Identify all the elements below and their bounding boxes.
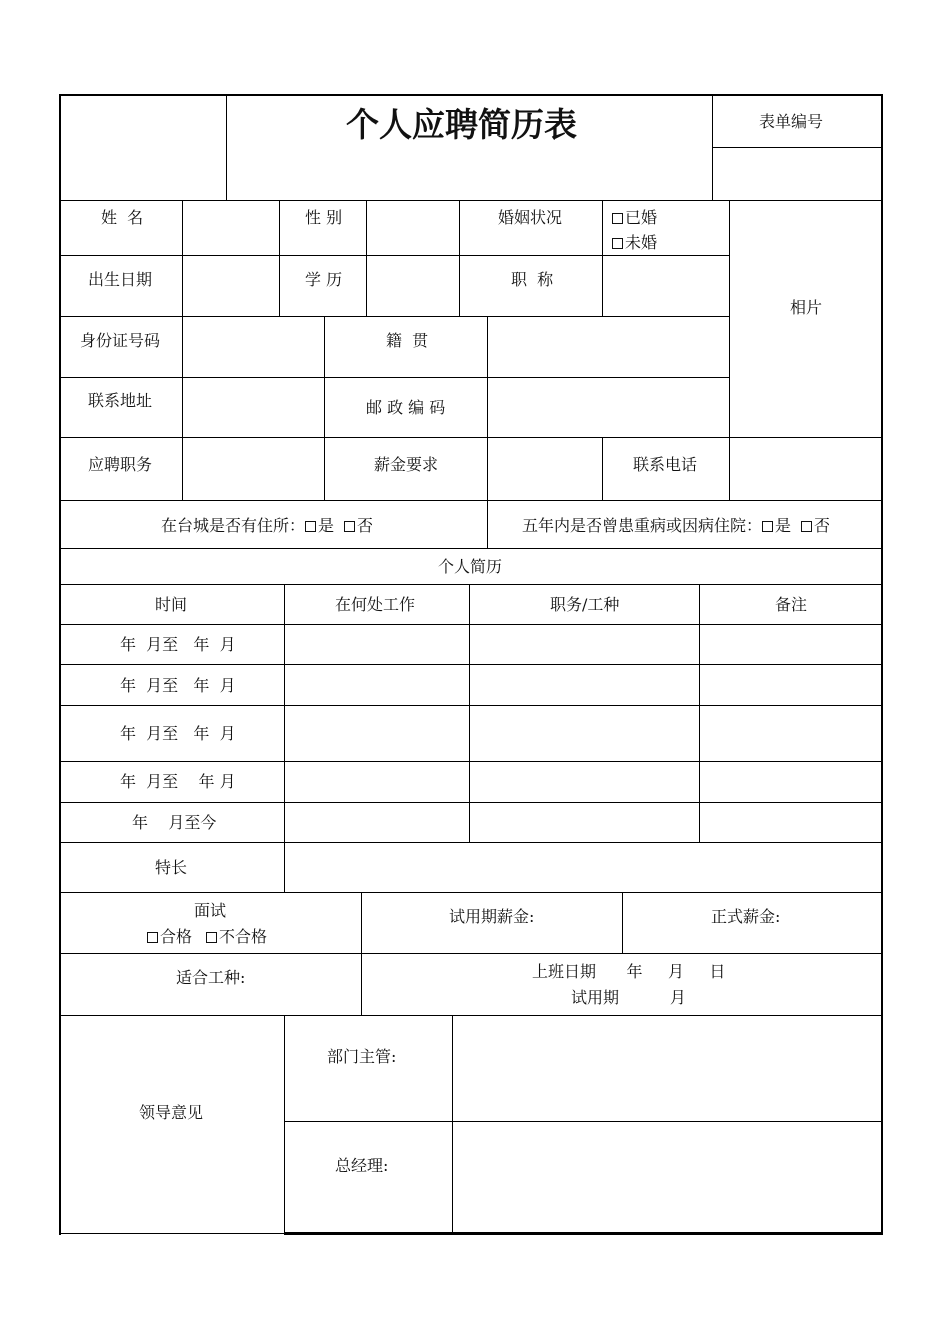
rule (361, 892, 362, 1015)
married-label: 已婚 (625, 208, 658, 227)
leader-opinion-label: 领导意见 (139, 1103, 204, 1122)
rule (59, 94, 883, 96)
rule (59, 548, 883, 549)
rule (622, 892, 623, 953)
native-place-label: 籍 贯 (386, 331, 429, 350)
rule (59, 761, 883, 762)
rule (284, 1015, 285, 1235)
rule (59, 892, 883, 893)
rule (59, 377, 730, 378)
resume-row-period: 年 月至 年 月 (120, 772, 236, 791)
residence-question-label: 在台城是否有住所： (161, 516, 306, 535)
birth-date-label: 出生日期 (88, 270, 153, 289)
rule (284, 1232, 883, 1235)
rule (452, 1015, 453, 1235)
rule (59, 255, 730, 256)
checkbox-icon[interactable] (612, 213, 623, 224)
photo-label: 相片 (790, 298, 823, 317)
married-option[interactable] (612, 208, 657, 228)
checkbox-icon[interactable] (305, 521, 316, 532)
hospital-question (522, 516, 830, 536)
marital-status-label: 婚姻状况 (498, 208, 563, 227)
rule (699, 584, 700, 842)
resume-row-period: 年 月至 年 月 (120, 724, 236, 743)
specialty-label: 特长 (155, 858, 188, 877)
rule (284, 1121, 883, 1122)
rule (602, 200, 603, 316)
no-label: 否 (357, 516, 374, 535)
job-title-label: 职 称 (511, 270, 554, 289)
column-header-time: 时间 (155, 595, 188, 614)
rule (366, 200, 367, 316)
postcode-label: 邮 政 编 码 (366, 398, 446, 417)
column-header-role: 职务/工种 (550, 595, 620, 614)
resume-section-title: 个人简历 (438, 557, 503, 576)
hospital-question-label: 五年内是否曾患重病或因病住院： (522, 516, 763, 535)
column-header-notes: 备注 (775, 595, 808, 614)
rule (729, 200, 730, 500)
rule (182, 200, 183, 500)
no-label: 否 (814, 516, 831, 535)
gender-label: 性 别 (305, 208, 343, 227)
rule (59, 1015, 883, 1016)
rule (279, 200, 280, 316)
rule (59, 705, 883, 706)
address-label: 联系地址 (88, 391, 153, 410)
form-number-label: 表单编号 (759, 112, 824, 131)
rule (459, 200, 460, 316)
checkbox-icon[interactable] (344, 521, 355, 532)
pass-label: 合格 (160, 927, 193, 946)
dept-head-label: 部门主管: (327, 1047, 397, 1066)
rule (59, 316, 730, 317)
resume-row-period: 年 月至 年 月 (120, 676, 236, 695)
checkbox-icon[interactable] (801, 521, 812, 532)
checkbox-icon[interactable] (762, 521, 773, 532)
interview-result (147, 927, 267, 947)
probation-salary-label: 试用期薪金: (449, 907, 535, 926)
rule (226, 94, 227, 200)
rule (469, 584, 470, 842)
checkbox-icon[interactable] (206, 932, 217, 943)
general-manager-label: 总经理: (335, 1156, 389, 1175)
residence-question (161, 516, 373, 536)
id-number-label: 身份证号码 (80, 331, 161, 350)
suitable-job-label: 适合工种: (176, 968, 246, 987)
rule (59, 842, 883, 843)
rule (487, 316, 488, 548)
rule (59, 802, 883, 803)
rule (881, 94, 883, 1235)
yes-label: 是 (318, 516, 335, 535)
rule (59, 500, 883, 501)
formal-salary-label: 正式薪金: (711, 907, 781, 926)
rule (284, 584, 285, 892)
interview-label: 面试 (194, 901, 227, 920)
column-header-workplace: 在何处工作 (335, 595, 416, 614)
rule (59, 584, 883, 585)
unmarried-option[interactable] (612, 233, 657, 253)
rule (602, 437, 603, 500)
probation-period-label: 试用期 月 (571, 988, 686, 1007)
position-label: 应聘职务 (88, 455, 153, 474)
rule (59, 953, 883, 954)
resume-row-period: 年 月至 年 月 (120, 635, 236, 654)
unmarried-label: 未婚 (625, 233, 658, 252)
salary-requirement-label: 薪金要求 (374, 455, 439, 474)
rule (712, 94, 713, 200)
rule (324, 316, 325, 500)
education-label: 学 历 (305, 270, 343, 289)
rule (59, 664, 883, 665)
resume-row-period: 年 月至今 (132, 813, 217, 832)
phone-label: 联系电话 (633, 455, 698, 474)
rule (712, 147, 883, 148)
checkbox-icon[interactable] (612, 238, 623, 249)
start-date-label: 上班日期 年 月 日 (532, 962, 726, 981)
rule (59, 624, 883, 625)
form-title: 个人应聘简历表 (346, 105, 577, 144)
rule (59, 94, 61, 1235)
checkbox-icon[interactable] (147, 932, 158, 943)
yes-label: 是 (775, 516, 792, 535)
rule (59, 1233, 284, 1234)
fail-label: 不合格 (219, 927, 268, 946)
name-label: 姓 名 (101, 208, 144, 227)
